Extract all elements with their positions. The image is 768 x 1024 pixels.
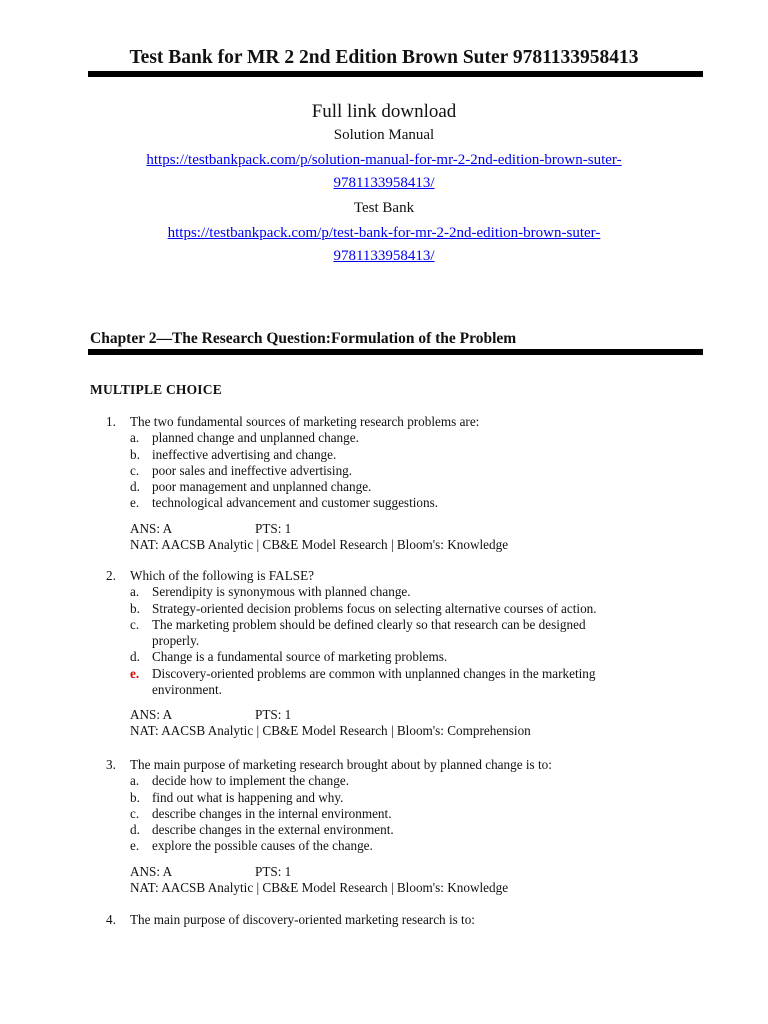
section-heading: MULTIPLE CHOICE [90,382,222,397]
option-text: poor management and unplanned change. [152,479,372,495]
option-c [130,806,626,822]
question-number: 2. [106,568,116,583]
question-2 [106,568,626,740]
option-letter: a. [130,773,140,789]
option-letter: d. [130,649,140,665]
answer: ANS: A [130,707,173,723]
option-letter: d. [130,479,140,495]
title-rule [88,71,703,77]
solution-manual-label: Solution Manual [333,127,435,143]
option-letter: d. [130,822,140,838]
question-number: 1. [106,414,116,429]
option-letter: b. [130,446,140,462]
question-4 [106,912,626,928]
answer-line [130,521,626,537]
nat-tags: NAT: AACSB Analytic | CB&E Model Research | Bloom's: Knowledge [130,536,509,552]
answer: ANS: A [130,863,173,879]
option-text: find out what is happening and why. [152,789,344,805]
test-bank-link[interactable] [60,225,708,242]
option-text: ineffective advertising and change. [152,446,337,462]
nat-tags: NAT: AACSB Analytic | CB&E Model Research | Bloom's: Comprehension [130,723,531,739]
answer: ANS: A [130,520,173,536]
chapter-rule [88,349,703,355]
option-a [130,430,626,446]
option-b [130,601,626,617]
test-bank-link-line1[interactable]: https://testbankpack.com/p/test-bank-for-mr-2-2nd-edition-brown-suter- [167,225,601,241]
question-stem: The two fundamental sources of marketing research problems are: [130,414,480,429]
option-text: decide how to implement the change. [152,773,350,789]
option-c [130,617,626,650]
option-letter: c. [130,805,140,821]
option-e [130,495,626,511]
option-d [130,479,626,495]
option-letter: b. [130,789,140,805]
points: PTS: 1 [255,520,292,536]
option-text: planned change and unplanned change. [152,430,359,446]
nat-tags: NAT: AACSB Analytic | CB&E Model Research | Bloom's: Knowledge [130,879,509,895]
option-letter: e. [130,665,140,681]
option-b [130,790,626,806]
solution-manual-link-line1[interactable]: https://testbankpack.com/p/solution-manual-for-mr-2-2nd-edition-brown-suter- [146,152,622,168]
question-number: 3. [106,757,116,772]
question-stem: The main purpose of discovery-oriented marketing research is to: [130,912,475,927]
option-text: Strategy-oriented decision problems focus on selecting alternative courses of action. [152,600,597,616]
option-c [130,463,626,479]
option-d [130,822,626,838]
option-text: poor sales and ineffective advertising. [152,462,353,478]
document-title: Test Bank for MR 2 2nd Edition Brown Suter 9781133958413 [129,47,639,68]
points: PTS: 1 [255,863,292,879]
option-letter: c. [130,616,140,632]
answer-line [130,707,626,723]
question-1 [106,414,626,553]
option-letter: e. [130,838,140,854]
option-text: explore the possible causes of the change. [152,838,373,854]
question-3 [106,757,626,896]
option-letter: e. [130,495,140,511]
download-heading: Full link download [311,101,457,122]
option-letter: a. [130,430,140,446]
option-text: Serendipity is synonymous with planned change. [152,584,411,600]
option-text: technological advancement and customer suggestions. [152,495,439,511]
option-text: describe changes in the external environment. [152,822,394,838]
test-bank-link-cont[interactable] [60,248,708,265]
option-b [130,447,626,463]
option-a [130,773,626,789]
option-e [130,666,626,699]
option-text: Change is a fundamental source of marketing problems. [152,649,448,665]
option-letter: c. [130,462,140,478]
option-d [130,649,626,665]
answer-line [130,864,626,880]
option-text: Discovery-oriented problems are common with unplanned changes in the marketing environment. [152,665,596,698]
chapter-heading: Chapter 2—The Research Question:Formulation of the Problem [90,330,517,347]
option-a [130,584,626,600]
option-text: The marketing problem should be defined clearly so that research can be designed properly. [152,616,586,649]
option-letter: b. [130,600,140,616]
test-bank-label: Test Bank [353,200,415,216]
points: PTS: 1 [255,707,292,723]
test-bank-link-line2[interactable]: 9781133958413/ [333,248,435,264]
question-stem: The main purpose of marketing research brought about by planned change is to: [130,757,552,772]
option-text: describe changes in the internal environment. [152,805,392,821]
question-stem: Which of the following is FALSE? [130,568,314,583]
option-letter: a. [130,584,140,600]
option-e [130,838,626,854]
solution-manual-link[interactable] [60,152,708,169]
solution-manual-link-cont[interactable] [60,175,708,192]
solution-manual-link-line2[interactable]: 9781133958413/ [333,175,435,191]
question-number: 4. [106,912,116,927]
